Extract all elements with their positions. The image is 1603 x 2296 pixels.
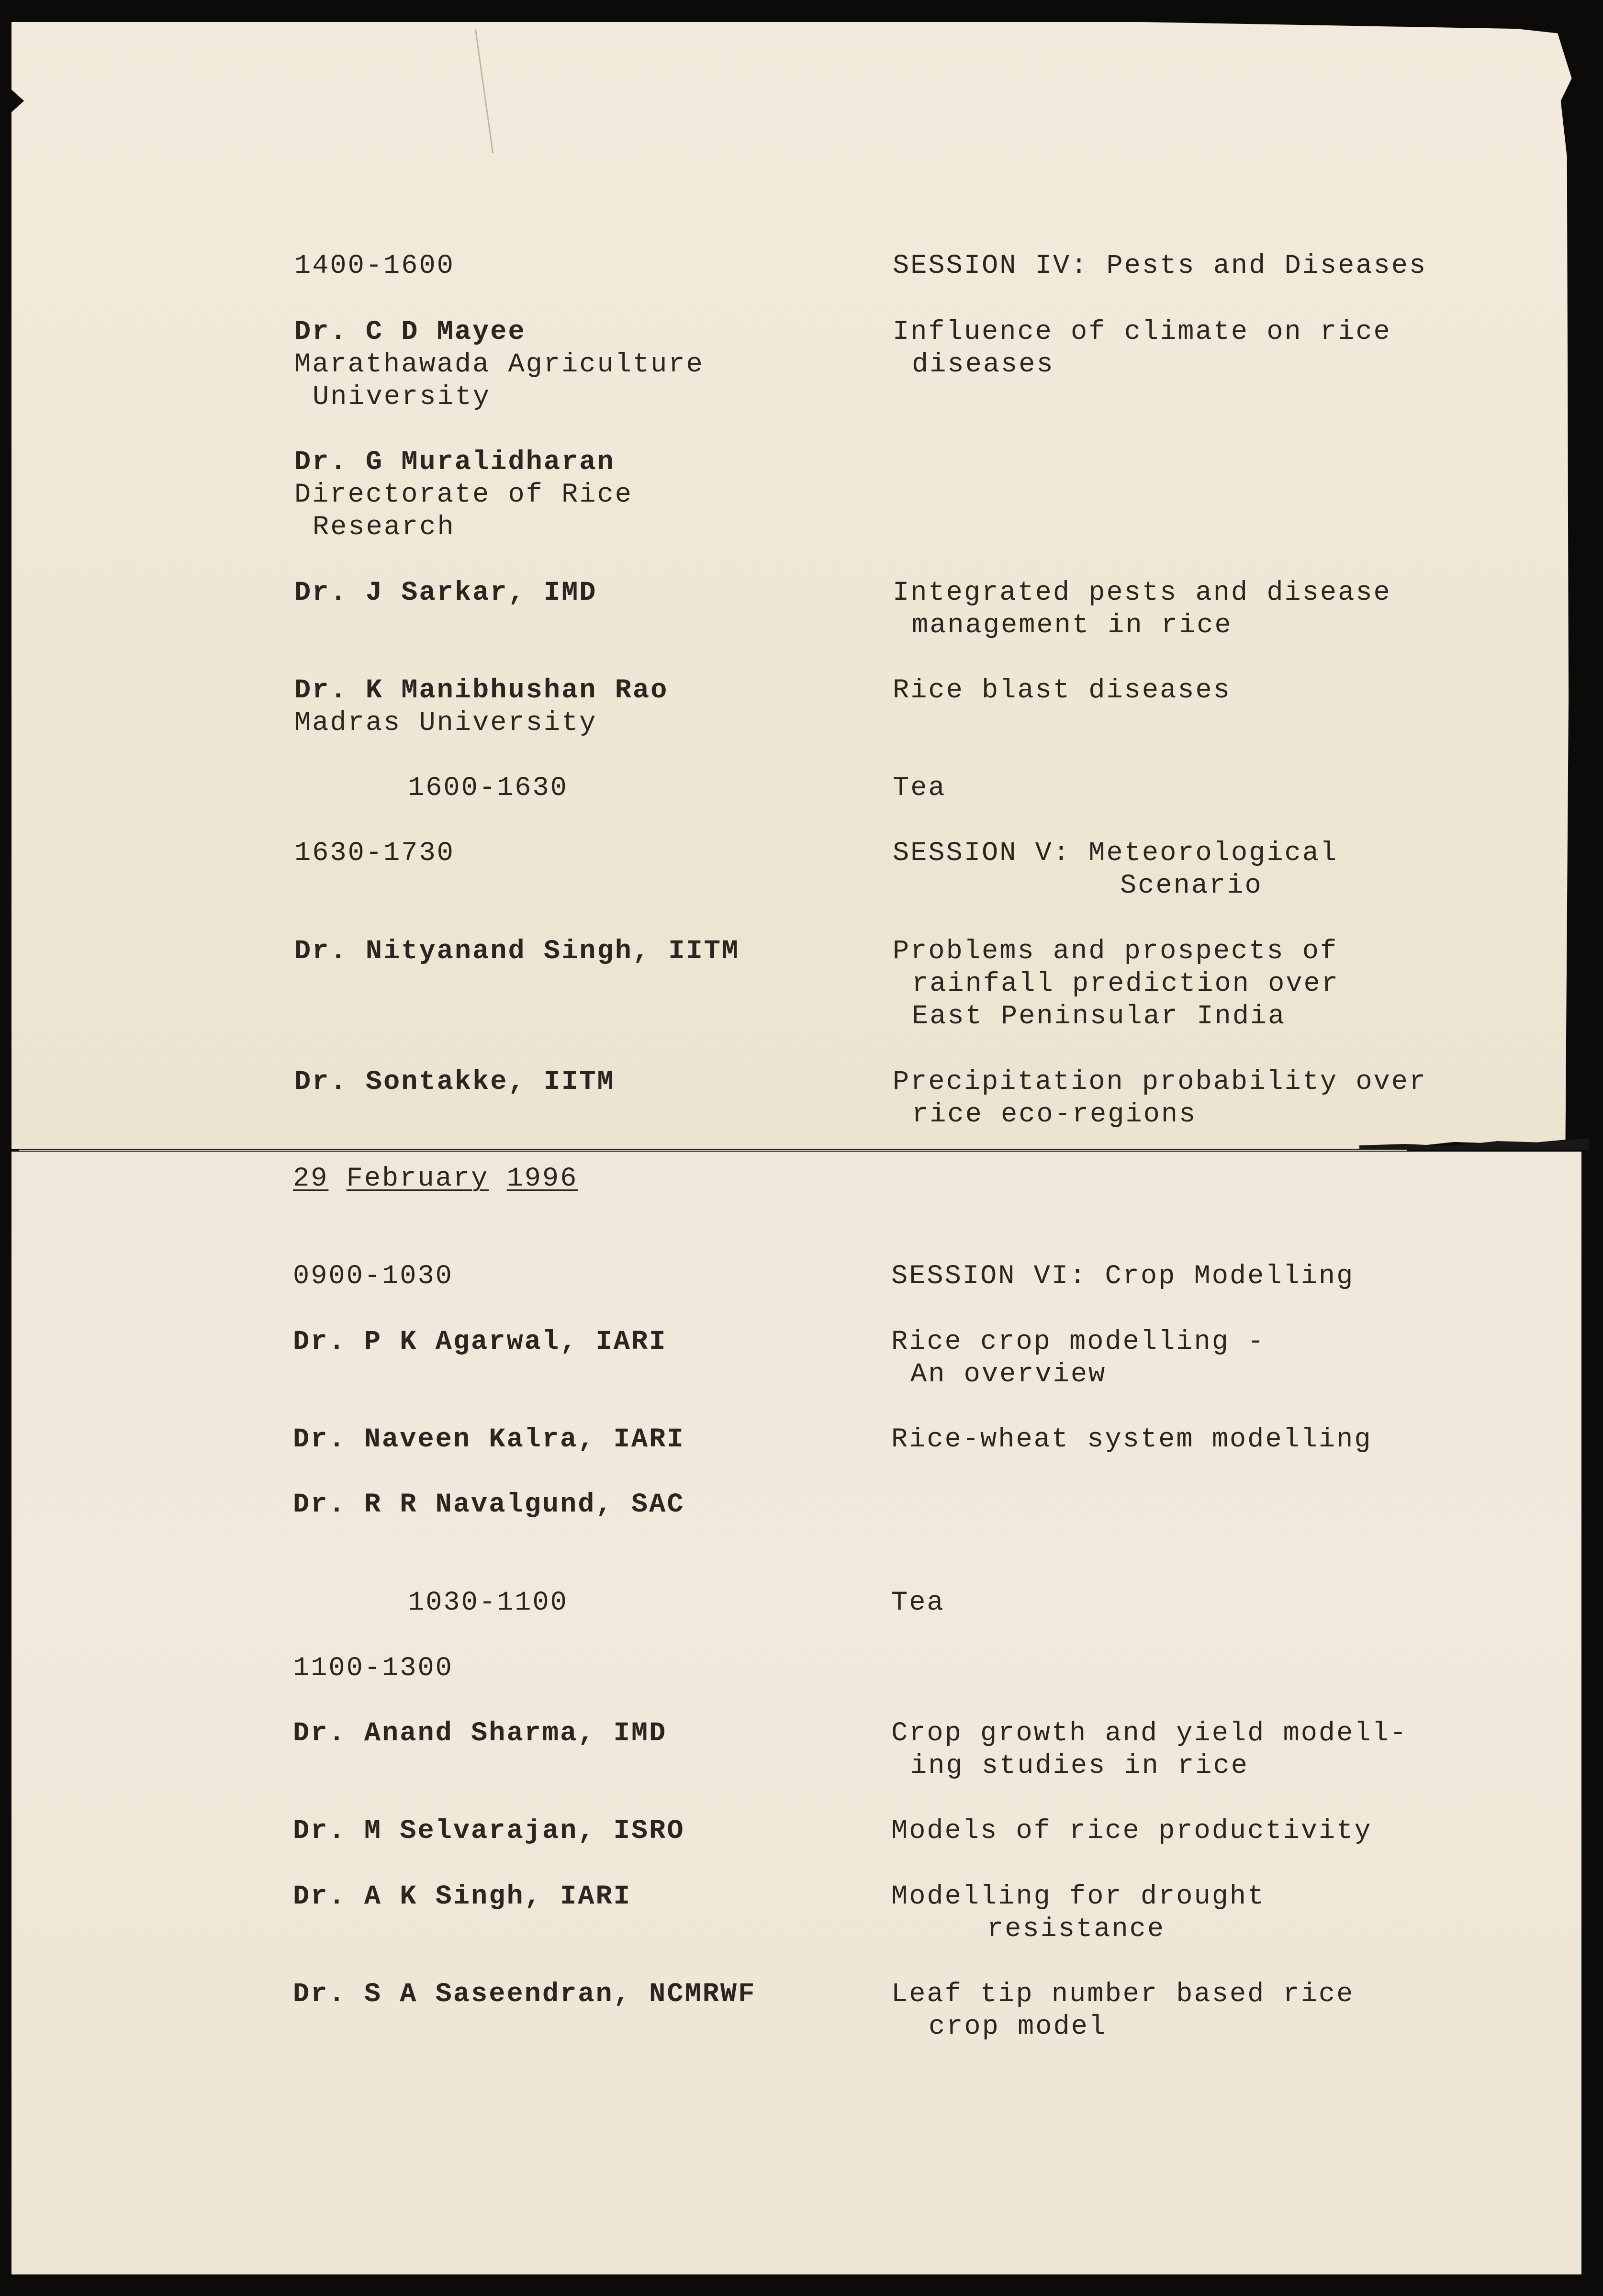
talk-title: Models of rice productivity — [891, 1816, 1372, 1847]
talk-title: rice eco-regions — [912, 1099, 1197, 1130]
talk-title: East Peninsular India — [912, 1001, 1286, 1032]
session-time: 1100-1300 — [293, 1653, 453, 1684]
paper-sheet-lower — [11, 1152, 1581, 2274]
speaker-name: Dr. Nityanand Singh, IITM — [294, 936, 740, 967]
fold-line — [19, 1150, 1407, 1151]
break-label: Tea — [891, 1588, 945, 1618]
talk-title: Crop growth and yield modell- — [891, 1718, 1408, 1749]
talk-title: Rice blast diseases — [893, 675, 1231, 706]
session-time: 0900-1030 — [293, 1261, 453, 1292]
talk-title: Leaf tip number based rice — [891, 1979, 1355, 2010]
talk-title: diseases — [912, 349, 1054, 380]
date-year: 1996 — [506, 1164, 578, 1194]
speaker-affiliation: Madras University — [294, 708, 597, 739]
session-time: 1400-1600 — [294, 251, 455, 281]
date-heading — [293, 1163, 578, 1195]
session-time: 1630-1730 — [294, 838, 455, 869]
talk-title: An overview — [910, 1359, 1107, 1390]
speaker-name: Dr. J Sarkar, IMD — [294, 578, 597, 608]
break-time: 1600-1630 — [408, 773, 568, 804]
speaker-name: Dr. R R Navalgund, SAC — [293, 1490, 685, 1520]
talk-title: management in rice — [912, 610, 1233, 641]
speaker-name: Dr. K Manibhushan Rao — [294, 675, 669, 706]
talk-title: Influence of climate on rice — [893, 317, 1391, 347]
speaker-affiliation: Directorate of Rice — [294, 480, 633, 510]
date-month: February — [346, 1164, 489, 1194]
speaker-name: Dr. Anand Sharma, IMD — [293, 1718, 667, 1749]
speaker-name: Dr. Sontakke, IITM — [294, 1067, 615, 1098]
session-heading: SESSION VI: Crop Modelling — [891, 1261, 1355, 1292]
speaker-name: Dr. S A Saseendran, NCMRWF — [293, 1979, 756, 2010]
talk-title: Rice crop modelling - — [891, 1327, 1266, 1357]
speaker-affiliation: University — [313, 382, 491, 413]
speaker-affiliation: Marathawada Agriculture — [294, 349, 704, 380]
speaker-name: Dr. P K Agarwal, IARI — [293, 1327, 667, 1357]
session-heading: SESSION IV: Pests and Diseases — [893, 251, 1427, 281]
break-label: Tea — [893, 773, 946, 804]
talk-title: rainfall prediction over — [912, 969, 1339, 999]
break-time: 1030-1100 — [408, 1588, 568, 1618]
talk-title: Precipitation probability over — [893, 1067, 1427, 1098]
date-day: 29 — [293, 1164, 329, 1194]
talk-title: ing studies in rice — [910, 1751, 1249, 1781]
talk-title: Problems and prospects of — [893, 936, 1338, 967]
talk-title: crop model — [929, 2012, 1107, 2042]
talk-title: Modelling for drought — [891, 1882, 1266, 1912]
talk-title: Integrated pests and disease — [893, 578, 1391, 608]
talk-title: Rice-wheat system modelling — [891, 1424, 1372, 1455]
session-heading: Scenario — [1120, 871, 1263, 901]
speaker-name: Dr. Naveen Kalra, IARI — [293, 1424, 685, 1455]
speaker-name: Dr. C D Mayee — [294, 317, 526, 347]
speaker-affiliation: Research — [313, 512, 455, 543]
speaker-name: Dr. M Selvarajan, ISRO — [293, 1816, 685, 1847]
talk-title: resistance — [987, 1914, 1166, 1945]
speaker-name: Dr. A K Singh, IARI — [293, 1882, 631, 1912]
speaker-name: Dr. G Muralidharan — [294, 447, 615, 478]
session-heading: SESSION V: Meteorological — [893, 838, 1338, 869]
